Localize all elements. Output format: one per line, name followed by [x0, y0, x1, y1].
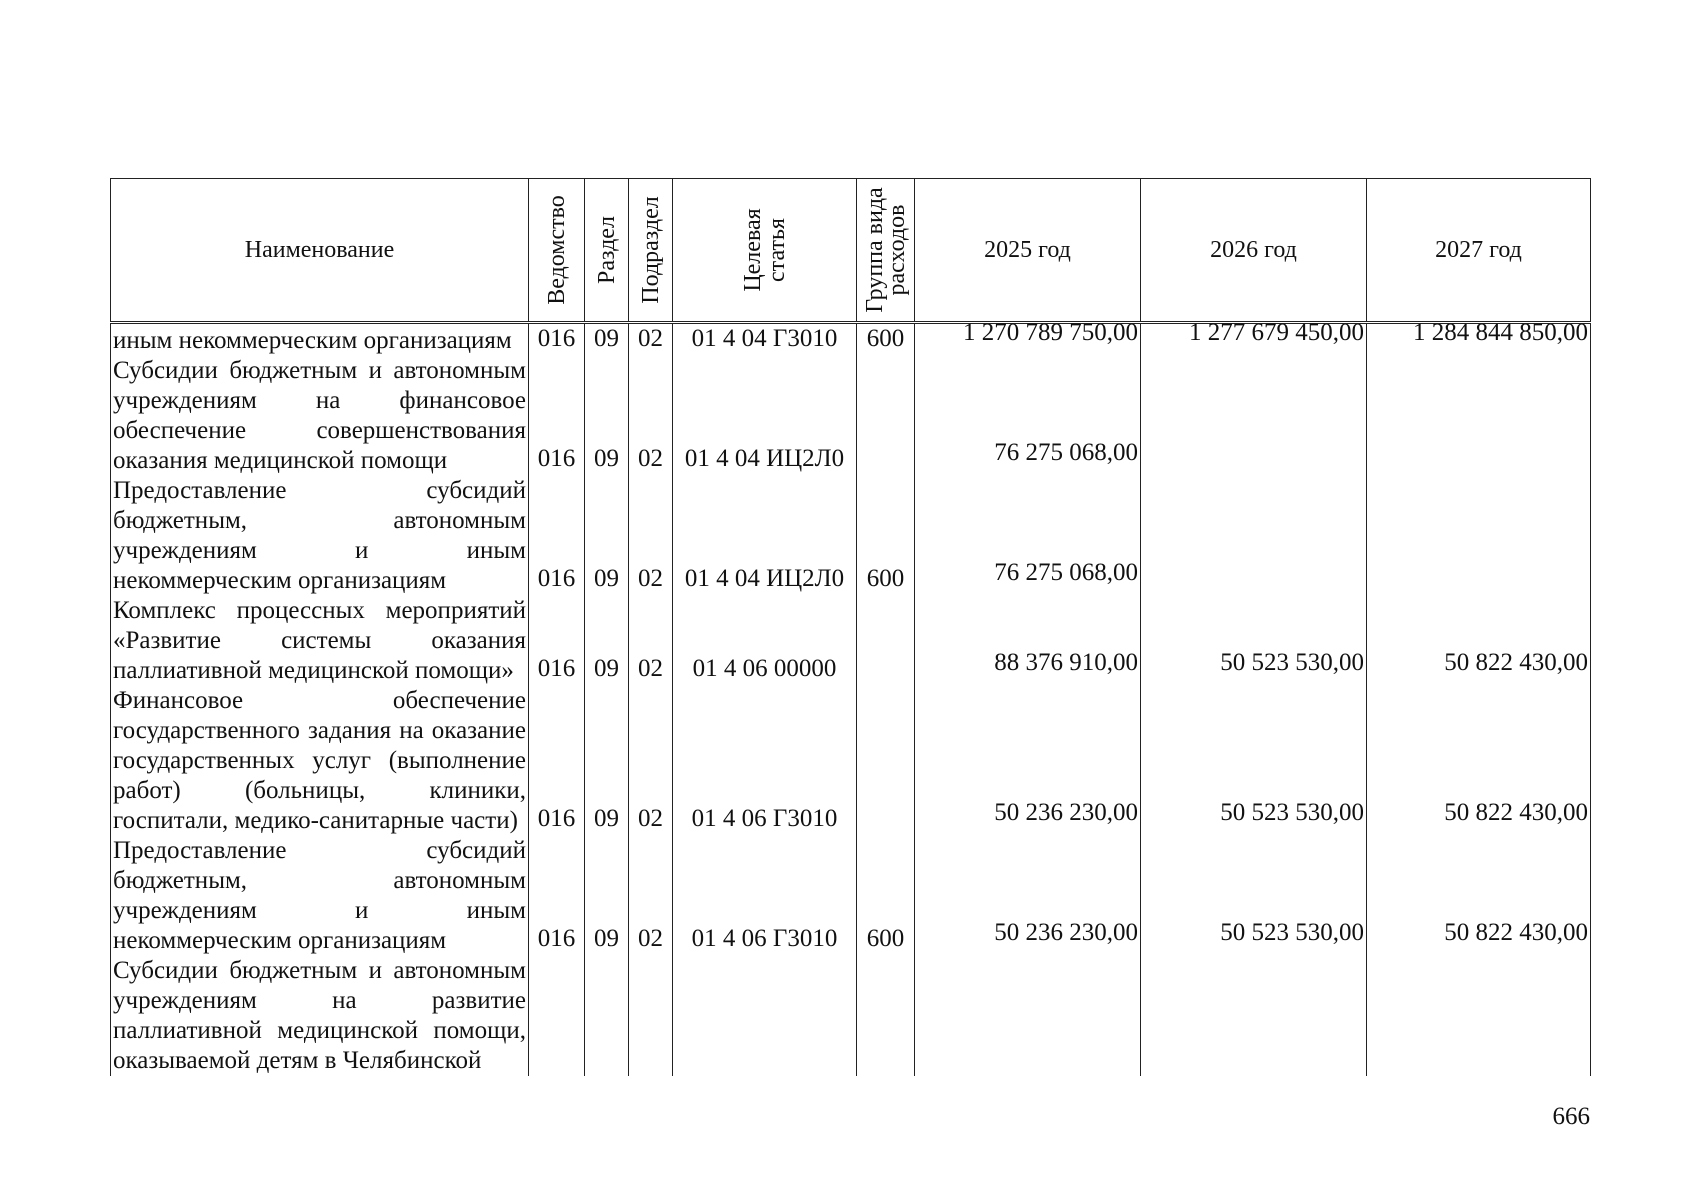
table-row	[111, 323, 1591, 357]
row-celevaya-statya: 01 4 04 Г3010	[673, 323, 857, 357]
row-amount-2027	[1367, 476, 1591, 596]
row-razdel: 09	[585, 836, 629, 956]
row-amount-2027	[1367, 356, 1591, 476]
row-name: Предоставление субсидий бюджетным, автономным учреждениям и иным некоммерческим организациям	[111, 836, 529, 956]
row-amount-2026	[1141, 356, 1367, 476]
row-celevaya-statya	[673, 956, 857, 1076]
table-row	[111, 956, 1591, 1076]
row-podrazdel: 02	[629, 323, 673, 357]
table-row	[111, 356, 1591, 476]
row-vedomstvo: 016	[529, 686, 585, 836]
header-2027: 2027 год	[1367, 179, 1591, 323]
header-vedomstvo: Ведомство	[529, 179, 585, 323]
row-amount-2025: 76 275 068,00	[915, 476, 1141, 596]
row-amount-2025: 1 270 789 750,00	[915, 323, 1141, 357]
header-razdel: Раздел	[585, 179, 629, 323]
row-gruppa: 600	[857, 476, 915, 596]
row-amount-2026: 50 523 530,00	[1141, 596, 1367, 686]
row-name: Комплекс процессных мероприятий «Развитие системы оказания паллиативной медицинской помощи»	[111, 596, 529, 686]
row-podrazdel: 02	[629, 596, 673, 686]
row-amount-2026: 50 523 530,00	[1141, 686, 1367, 836]
header-gruppa-vida-rashodov: Группа вида расходов	[857, 179, 915, 323]
row-gruppa	[857, 596, 915, 686]
row-vedomstvo	[529, 956, 585, 1076]
row-amount-2027	[1367, 956, 1591, 1076]
row-vedomstvo: 016	[529, 323, 585, 357]
row-amount-2027: 50 822 430,00	[1367, 596, 1591, 686]
table-row	[111, 596, 1591, 686]
row-razdel: 09	[585, 686, 629, 836]
row-podrazdel: 02	[629, 686, 673, 836]
row-amount-2025	[915, 956, 1141, 1076]
row-name: Субсидии бюджетным и автономным учреждениям на развитие паллиативной медицинской помощи, оказываемой детям в Челябинской	[111, 956, 529, 1076]
budget-table	[110, 178, 1591, 1076]
row-name: Финансовое обеспечение государственного задания на оказание государственных услуг (выполнение работ) (больницы, клиники, госпитали, медико-санитарные части)	[111, 686, 529, 836]
row-celevaya-statya: 01 4 06 Г3010	[673, 836, 857, 956]
header-name: Наименование	[111, 179, 529, 323]
page-number: 666	[1552, 1103, 1590, 1130]
row-gruppa	[857, 356, 915, 476]
row-vedomstvo: 016	[529, 476, 585, 596]
row-celevaya-statya: 01 4 04 ИЦ2Л0	[673, 356, 857, 476]
row-amount-2026	[1141, 476, 1367, 596]
row-amount-2027: 50 822 430,00	[1367, 686, 1591, 836]
row-gruppa: 600	[857, 323, 915, 357]
header-2025: 2025 год	[915, 179, 1141, 323]
header-podrazdel: Подраздел	[629, 179, 673, 323]
row-amount-2025: 88 376 910,00	[915, 596, 1141, 686]
row-podrazdel: 02	[629, 476, 673, 596]
row-vedomstvo: 016	[529, 356, 585, 476]
table-row	[111, 686, 1591, 836]
header-row	[111, 179, 1591, 323]
row-amount-2026	[1141, 956, 1367, 1076]
row-celevaya-statya: 01 4 06 00000	[673, 596, 857, 686]
header-2026: 2026 год	[1141, 179, 1367, 323]
row-gruppa	[857, 956, 915, 1076]
row-name: иным некоммерческим организациям	[111, 323, 529, 357]
row-amount-2027: 1 284 844 850,00	[1367, 323, 1591, 357]
row-razdel: 09	[585, 323, 629, 357]
row-podrazdel	[629, 956, 673, 1076]
row-amount-2026: 50 523 530,00	[1141, 836, 1367, 956]
row-amount-2025: 50 236 230,00	[915, 836, 1141, 956]
row-vedomstvo: 016	[529, 836, 585, 956]
row-gruppa: 600	[857, 836, 915, 956]
row-name: Субсидии бюджетным и автономным учреждениям на финансовое обеспечение совершенствования оказания медицинской помощи	[111, 356, 529, 476]
row-razdel: 09	[585, 356, 629, 476]
row-celevaya-statya: 01 4 06 Г3010	[673, 686, 857, 836]
row-razdel: 09	[585, 476, 629, 596]
row-gruppa	[857, 686, 915, 836]
table-row	[111, 836, 1591, 956]
row-celevaya-statya: 01 4 04 ИЦ2Л0	[673, 476, 857, 596]
row-name: Предоставление субсидий бюджетным, автономным учреждениям и иным некоммерческим организациям	[111, 476, 529, 596]
table-row	[111, 476, 1591, 596]
row-razdel: 09	[585, 596, 629, 686]
row-amount-2025: 76 275 068,00	[915, 356, 1141, 476]
row-podrazdel: 02	[629, 836, 673, 956]
row-vedomstvo: 016	[529, 596, 585, 686]
row-amount-2026: 1 277 679 450,00	[1141, 323, 1367, 357]
row-amount-2027: 50 822 430,00	[1367, 836, 1591, 956]
header-celevaya-statya: Целевая статья	[673, 179, 857, 323]
row-razdel	[585, 956, 629, 1076]
row-podrazdel: 02	[629, 356, 673, 476]
row-amount-2025: 50 236 230,00	[915, 686, 1141, 836]
